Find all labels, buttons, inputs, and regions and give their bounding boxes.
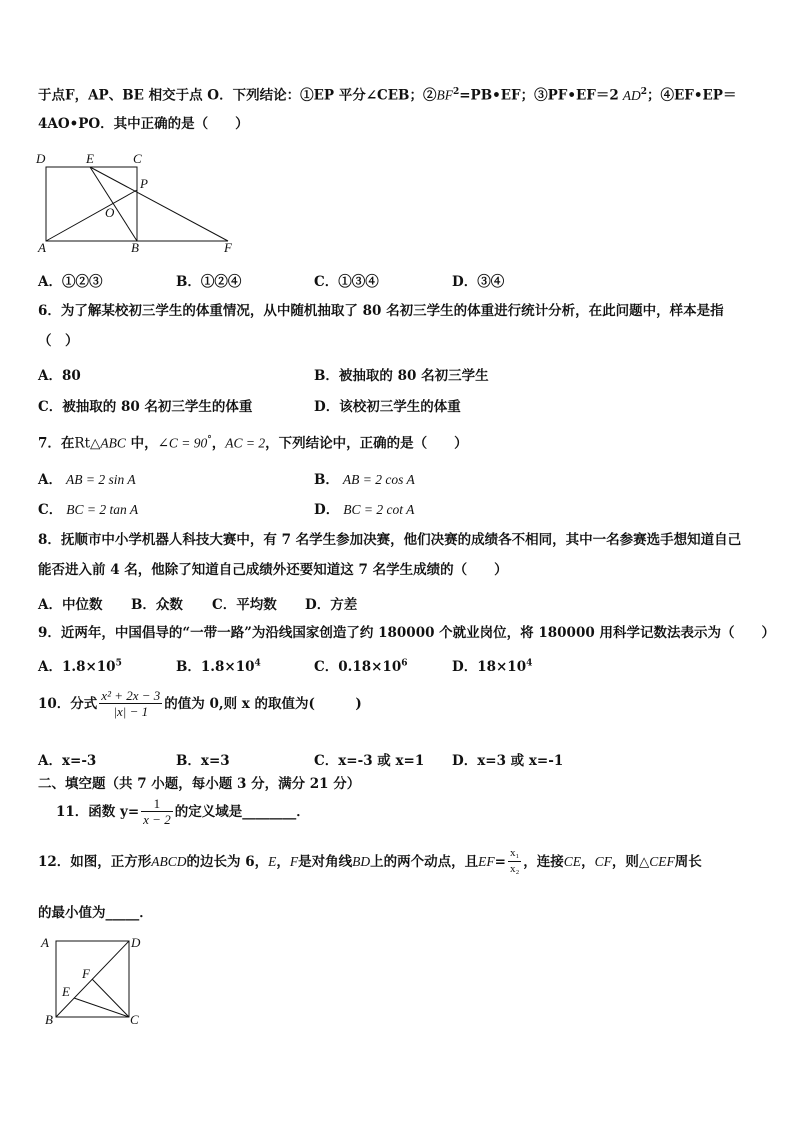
q7-option-d[interactable] <box>314 498 414 518</box>
q5-figure-line-ef <box>90 167 228 241</box>
q7-option-d-label: D． <box>314 502 340 518</box>
q5-bf: BF <box>436 87 453 103</box>
q12-text-1: 12．如图，正方形 <box>38 853 152 870</box>
q6-line1: 6．为了解某校初三学生的体重情况，从中随机抽取了 80 名初三学生的体重进行统计分析，在此问题中，样本是指 <box>38 303 724 319</box>
q9-stem: 9．近两年，中国倡导的“一带一路”为沿线国家创造了约 180000 个就业岗位，将 180000 用科学记数法表示为（ ） <box>38 625 775 641</box>
q7-option-b[interactable] <box>314 468 415 488</box>
q12-text-6: ，则△ <box>611 853 650 870</box>
q5-figure-rectangle <box>46 167 137 241</box>
q10-denominator: |x| − 1 <box>113 704 149 719</box>
q8-option-a[interactable]: A．中位数 <box>38 597 103 613</box>
q12-numerator: x₁ <box>509 847 520 859</box>
q6-option-c[interactable]: C．被抽取的 80 名初三学生的体重 <box>38 399 253 415</box>
q5-label-a: A <box>38 240 46 255</box>
q12-e: E <box>268 853 277 869</box>
q10-stem <box>38 688 362 719</box>
q12-label-a: A <box>41 935 49 950</box>
q8-line1: 8．抚顺市中小学机器人科技大赛中，有 7 名学生参加决赛，他们决赛的成绩各不相同，其中一名参赛选手想知道自己 <box>38 532 742 548</box>
q11-numerator: 1 <box>153 796 161 811</box>
q5-option-c[interactable]: C．①③④ <box>314 274 379 290</box>
q10-option-d[interactable]: D．x=3 或 x=-1 <box>452 753 564 769</box>
q9-option-b-base: B．1.8×10 <box>176 659 255 675</box>
q5-line1 <box>38 83 736 105</box>
q12-text-5: ，连接 <box>523 853 564 870</box>
q7-stem <box>38 431 468 453</box>
q12-text-7: 周长 <box>674 853 702 870</box>
q12-f: F <box>289 853 299 869</box>
q12-denominator: x₂ <box>509 863 520 875</box>
q12-text-2: 的边长为 6， <box>186 853 269 870</box>
q10-option-c[interactable]: C．x=-3 或 x=1 <box>314 753 425 769</box>
q7-degree: ° <box>207 435 212 445</box>
q5-ad: AD <box>622 87 641 103</box>
q7-abc: ABC <box>100 435 126 451</box>
q7-option-c-expr: BC = 2 tan A <box>66 502 139 517</box>
q6-line2: （ ） <box>38 333 79 349</box>
q5-label-o: O <box>105 205 115 220</box>
q6-option-d[interactable]: D．该校初三学生的体重 <box>314 399 461 415</box>
q10-fraction <box>99 688 162 719</box>
q5-option-b[interactable]: B．①②④ <box>176 274 242 290</box>
q11-suffix: 的定义域是________． <box>174 803 310 820</box>
q12-cf: CF <box>594 853 612 869</box>
q9-option-d[interactable] <box>452 655 532 675</box>
q5-option-d[interactable]: D．③④ <box>452 274 505 290</box>
q6-option-a[interactable]: A．80 <box>38 368 81 384</box>
q5-text-a: 于点F，AP、BE 相交于点 O．下列结论：①EP 平分∠CEB；② <box>38 87 437 104</box>
q9-option-c[interactable] <box>314 655 408 675</box>
q5-label-c: C <box>133 151 142 166</box>
q9-option-c-base: C．0.18×10 <box>314 659 402 675</box>
section-2-heading: 二、填空题（共 7 小题，每小题 3 分，满分 21 分） <box>38 776 361 792</box>
q12-label-c: C <box>130 1012 139 1027</box>
q12-comma-2: ， <box>581 853 595 870</box>
q12-figure-line-cf <box>92 979 129 1017</box>
q12-cef: CEF <box>649 853 675 869</box>
q10-option-a[interactable]: A．x=-3 <box>38 753 97 769</box>
q8-option-c[interactable]: C．平均数 <box>212 597 277 613</box>
q9-option-a-exp: 5 <box>115 658 122 669</box>
q9-option-a[interactable] <box>38 655 122 675</box>
q5-figure-line-eb <box>90 167 137 241</box>
q7-option-a-label: A． <box>38 472 62 488</box>
q5-label-b: B <box>131 240 139 255</box>
q12-line1 <box>38 846 702 877</box>
q5-bf-exp: 2 <box>452 87 460 97</box>
q10-numerator: x² + 2x − 3 <box>101 688 161 703</box>
q5-label-p: P <box>140 176 148 191</box>
q12-fraction <box>508 846 521 877</box>
q7-sep: ， <box>211 435 226 452</box>
q12-label-b: B <box>45 1012 53 1027</box>
q7-option-c[interactable] <box>38 498 138 518</box>
q7-option-a[interactable] <box>38 468 136 488</box>
q12-label-e: E <box>62 984 70 999</box>
q7-suffix: ，下列结论中，正确的是（ ） <box>265 435 468 452</box>
q10-option-b[interactable]: B．x=3 <box>176 753 230 769</box>
q12-figure-line-ce <box>74 998 129 1017</box>
q12-comma-1: ， <box>276 853 290 870</box>
q9-option-d-exp: 4 <box>526 658 533 669</box>
q9-option-c-exp: 6 <box>401 658 408 669</box>
q11-fraction <box>141 796 173 827</box>
q5-option-a[interactable]: A．①②③ <box>38 274 103 290</box>
q7-option-d-expr: BC = 2 cot A <box>343 502 415 517</box>
q5-figure-line-ap <box>46 190 137 241</box>
q6-option-b[interactable]: B．被抽取的 80 名初三学生 <box>314 368 489 384</box>
q7-rt: Rt△ <box>74 435 101 452</box>
q5-line2: 4AO•PO．其中正确的是（ ） <box>38 116 249 132</box>
q12-label-d: D <box>131 935 141 950</box>
q12-label-f: F <box>82 966 90 981</box>
q5-label-d: D <box>36 151 46 166</box>
q5-label-e: E <box>86 151 94 166</box>
q7-option-b-expr: AB = 2 cos A <box>342 472 415 487</box>
q7-ac: AC = 2 <box>225 435 266 451</box>
q7-option-b-label: B． <box>314 472 339 488</box>
q12-text-4: 上的两个动点，且 <box>370 853 479 870</box>
q11-denominator: x − 2 <box>143 812 171 827</box>
q9-option-d-base: D．18×10 <box>452 659 527 675</box>
q5-figure <box>30 148 245 258</box>
q9-option-b-exp: 4 <box>254 658 261 669</box>
q5-label-f: F <box>224 240 232 255</box>
q12-abcd: ABCD <box>151 853 187 869</box>
q8-line2: 能否进入前 4 名，他除了知道自己成绩外还要知道这 7 名学生成绩的（ ） <box>38 562 508 578</box>
q10-suffix: 的值为 0,则 x 的取值为( ) <box>164 695 362 712</box>
q5-text-b: =PB•EF；③PF•EF＝2 <box>459 87 619 104</box>
q9-option-a-base: A．1.8×10 <box>38 659 116 675</box>
q8-option-b[interactable]: B．众数 <box>131 597 183 613</box>
q11-stem <box>56 796 310 827</box>
q12-equals: = <box>494 853 506 870</box>
q7-mid: 中， <box>125 435 158 452</box>
q12-bd: BD <box>352 853 371 869</box>
q7-prefix: 7．在 <box>38 435 75 452</box>
q7-option-c-label: C． <box>38 502 63 518</box>
q5-text-c: ；④EF•EP＝ <box>647 87 737 104</box>
q11-prefix: 11．函数 y= <box>56 803 140 820</box>
q12-figure <box>36 932 148 1027</box>
q5-ad-exp: 2 <box>640 87 648 97</box>
q10-prefix: 10．分式 <box>38 695 98 712</box>
q7-option-a-expr: AB = 2 sin A <box>65 472 136 487</box>
q9-option-b[interactable] <box>176 655 261 675</box>
q12-line2: 的最小值为_____． <box>38 905 153 921</box>
q12-ce: CE <box>563 853 582 869</box>
q7-angle: ∠C = 90 <box>157 435 208 451</box>
q12-text-3: 是对角线 <box>298 853 353 870</box>
q8-option-d[interactable]: D．方差 <box>305 597 358 613</box>
q12-ef: EF <box>478 853 495 869</box>
